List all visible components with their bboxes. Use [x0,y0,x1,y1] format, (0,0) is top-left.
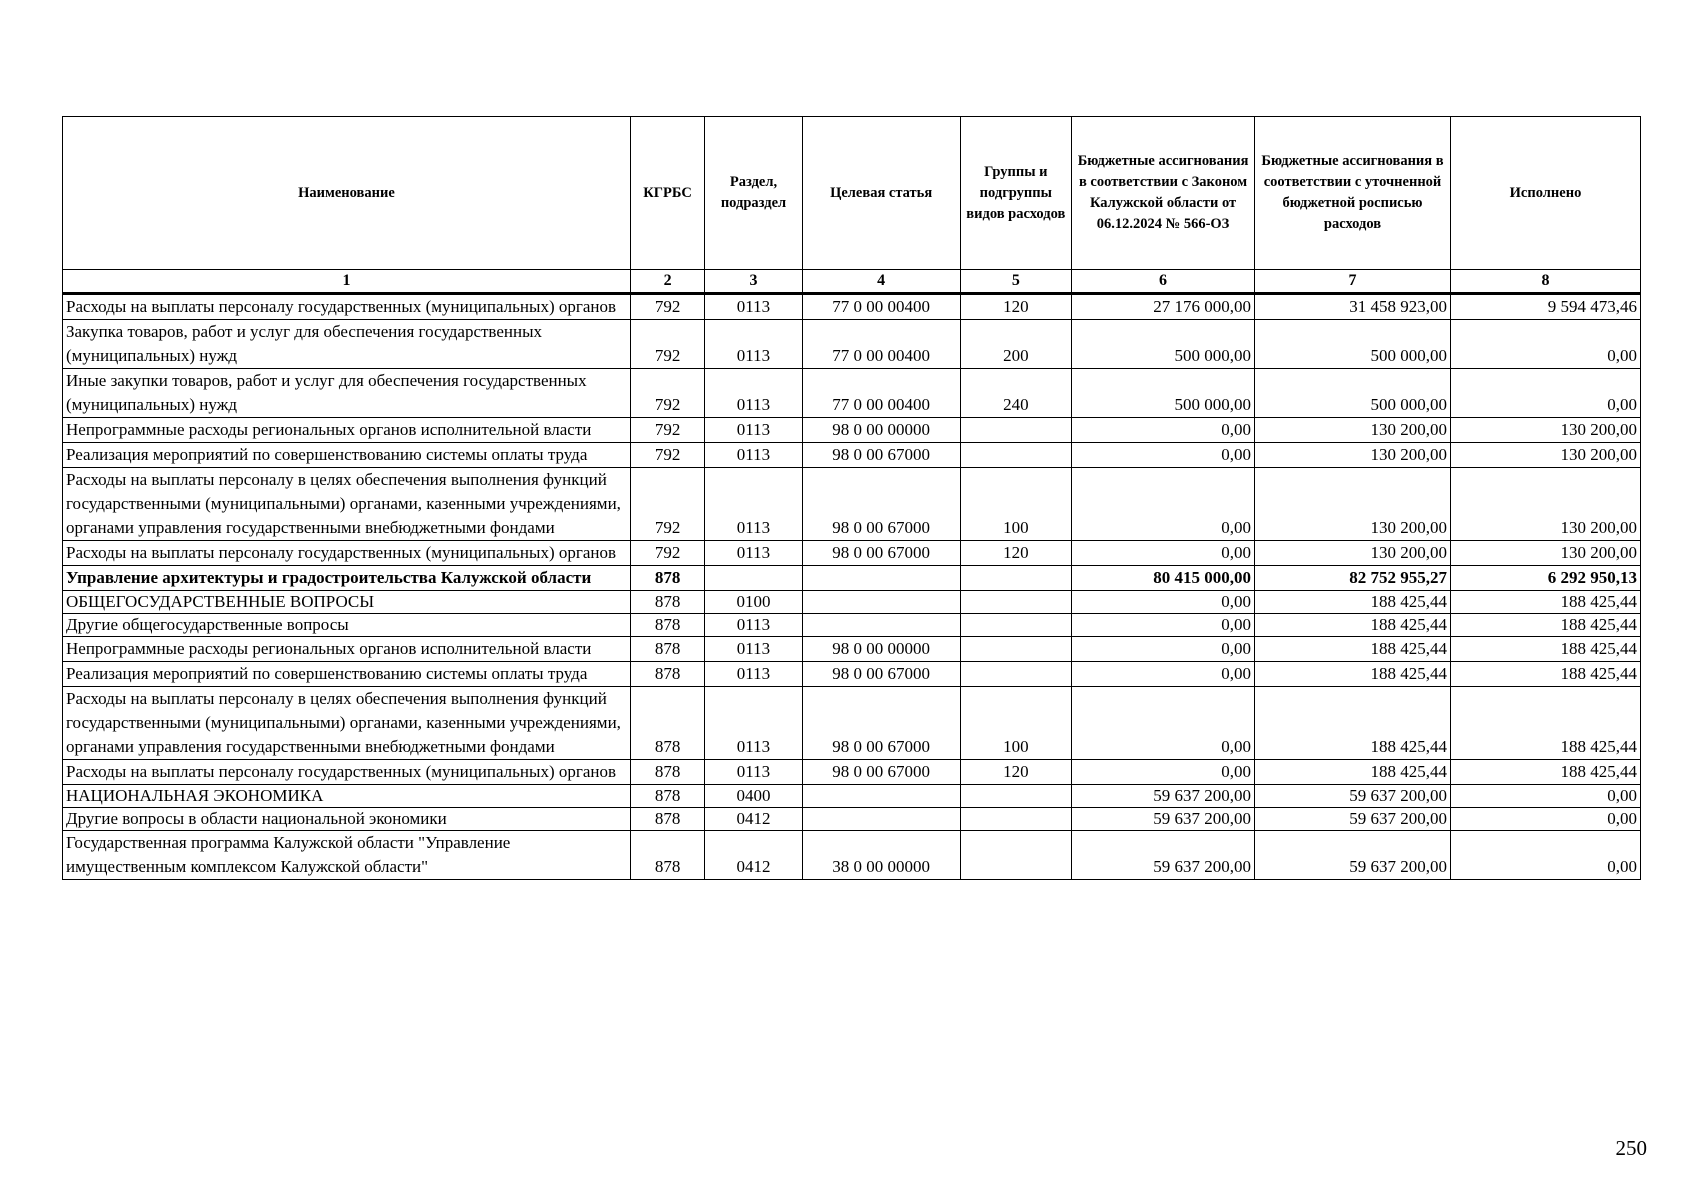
header-executed: Исполнено [1451,117,1641,270]
cell-razdel: 0113 [705,320,802,369]
cell-name: Реализация мероприятий по совершенствованию системы оплаты труда [63,443,631,468]
cell-executed: 0,00 [1451,785,1641,808]
table-row [63,760,1641,785]
cell-group [960,566,1072,591]
cell-law: 0,00 [1072,541,1255,566]
table-row [63,614,1641,637]
cell-refined: 130 200,00 [1255,418,1451,443]
cell-name: Непрограммные расходы региональных органов исполнительной власти [63,418,631,443]
cell-razdel: 0100 [705,591,802,614]
cell-executed: 188 425,44 [1451,614,1641,637]
cell-target: 98 0 00 67000 [802,662,960,687]
cell-refined: 188 425,44 [1255,614,1451,637]
cell-executed: 0,00 [1451,831,1641,880]
cell-name: Непрограммные расходы региональных органов исполнительной власти [63,637,631,662]
table-row [63,662,1641,687]
cell-target: 77 0 00 00400 [802,369,960,418]
cell-kgrbs: 878 [630,637,704,662]
cell-executed: 130 200,00 [1451,418,1641,443]
cell-razdel: 0113 [705,443,802,468]
cell-name: Другие общегосударственные вопросы [63,614,631,637]
cell-executed: 188 425,44 [1451,760,1641,785]
cell-law: 0,00 [1072,418,1255,443]
cell-razdel: 0113 [705,468,802,541]
table-row [63,831,1641,880]
table-row [63,468,1641,541]
cell-refined: 500 000,00 [1255,369,1451,418]
cell-kgrbs: 792 [630,468,704,541]
cell-law: 0,00 [1072,591,1255,614]
cell-razdel: 0113 [705,369,802,418]
cell-refined: 59 637 200,00 [1255,785,1451,808]
cell-target: 98 0 00 67000 [802,687,960,760]
cell-group [960,808,1072,831]
table-row-section-total [63,566,1641,591]
cell-group: 120 [960,294,1072,320]
cell-law: 59 637 200,00 [1072,831,1255,880]
cell-kgrbs: 792 [630,443,704,468]
header-groups: Группы и подгруппы видов расходов [960,117,1072,270]
cell-refined: 59 637 200,00 [1255,808,1451,831]
cell-razdel [705,566,802,591]
cell-group [960,591,1072,614]
table-row [63,418,1641,443]
cell-executed: 130 200,00 [1451,468,1641,541]
cell-refined: 500 000,00 [1255,320,1451,369]
cell-executed: 130 200,00 [1451,541,1641,566]
header-name: Наименование [63,117,631,270]
cell-law: 500 000,00 [1072,369,1255,418]
cell-executed: 0,00 [1451,320,1641,369]
cell-refined: 188 425,44 [1255,760,1451,785]
cell-razdel: 0113 [705,294,802,320]
cell-target: 98 0 00 67000 [802,541,960,566]
cell-target [802,614,960,637]
column-number: 8 [1451,270,1641,294]
cell-refined: 31 458 923,00 [1255,294,1451,320]
cell-name: Расходы на выплаты персоналу в целях обеспечения выполнения функций государственными (муниципальными) органами, казенными учреждениями, органами управления государственными внебюджетными фондами [63,687,631,760]
cell-law: 0,00 [1072,687,1255,760]
cell-group: 100 [960,468,1072,541]
cell-refined: 59 637 200,00 [1255,831,1451,880]
cell-razdel: 0113 [705,614,802,637]
page-number: 250 [1615,1136,1647,1160]
cell-refined: 130 200,00 [1255,443,1451,468]
cell-law: 80 415 000,00 [1072,566,1255,591]
cell-name: НАЦИОНАЛЬНАЯ ЭКОНОМИКА [63,785,631,808]
cell-name: Расходы на выплаты персоналу государственных (муниципальных) органов [63,541,631,566]
cell-target: 98 0 00 67000 [802,468,960,541]
cell-group [960,443,1072,468]
cell-razdel: 0113 [705,418,802,443]
cell-target [802,785,960,808]
cell-group: 200 [960,320,1072,369]
header-law: Бюджетные ассигнования в соответствии с Законом Калужской области от 06.12.2024 № 566-ОЗ [1072,117,1255,270]
cell-group: 120 [960,760,1072,785]
cell-executed: 188 425,44 [1451,662,1641,687]
cell-target: 98 0 00 00000 [802,418,960,443]
cell-kgrbs: 878 [630,831,704,880]
cell-refined: 188 425,44 [1255,637,1451,662]
cell-name: Расходы на выплаты персоналу в целях обеспечения выполнения функций государственными (муниципальными) органами, казенными учреждениями, органами управления государственными внебюджетными фондами [63,468,631,541]
header-refined: Бюджетные ассигнования в соответствии с уточненной бюджетной росписью расходов [1255,117,1451,270]
column-number: 2 [630,270,704,294]
cell-executed: 188 425,44 [1451,687,1641,760]
cell-razdel: 0412 [705,808,802,831]
cell-group [960,785,1072,808]
cell-group [960,637,1072,662]
cell-law: 500 000,00 [1072,320,1255,369]
cell-razdel: 0113 [705,662,802,687]
cell-kgrbs: 878 [630,591,704,614]
budget-sheet [62,116,1641,880]
cell-refined: 188 425,44 [1255,687,1451,760]
cell-target: 77 0 00 00400 [802,294,960,320]
cell-law: 27 176 000,00 [1072,294,1255,320]
cell-executed: 188 425,44 [1451,637,1641,662]
cell-group: 120 [960,541,1072,566]
column-number: 1 [63,270,631,294]
cell-name: Другие вопросы в области национальной экономики [63,808,631,831]
cell-law: 0,00 [1072,614,1255,637]
cell-name: Расходы на выплаты персоналу государственных (муниципальных) органов [63,294,631,320]
cell-group: 100 [960,687,1072,760]
table-row [63,591,1641,614]
table-row [63,443,1641,468]
table-row [63,294,1641,320]
table-row [63,637,1641,662]
cell-target: 98 0 00 67000 [802,760,960,785]
table-row [63,808,1641,831]
table-row [63,541,1641,566]
cell-name: Расходы на выплаты персоналу государственных (муниципальных) органов [63,760,631,785]
cell-refined: 188 425,44 [1255,591,1451,614]
cell-law: 59 637 200,00 [1072,808,1255,831]
cell-razdel: 0113 [705,760,802,785]
cell-group: 240 [960,369,1072,418]
cell-name: ОБЩЕГОСУДАРСТВЕННЫЕ ВОПРОСЫ [63,591,631,614]
cell-kgrbs: 792 [630,294,704,320]
column-number: 6 [1072,270,1255,294]
table-row [63,369,1641,418]
cell-target: 98 0 00 00000 [802,637,960,662]
cell-refined: 130 200,00 [1255,541,1451,566]
cell-target: 38 0 00 00000 [802,831,960,880]
cell-executed: 130 200,00 [1451,443,1641,468]
cell-refined: 82 752 955,27 [1255,566,1451,591]
cell-refined: 130 200,00 [1255,468,1451,541]
cell-kgrbs: 878 [630,785,704,808]
table-row [63,320,1641,369]
cell-name: Государственная программа Калужской области "Управление имущественным комплексом Калужской области" [63,831,631,880]
header-kgrbs: КГРБС [630,117,704,270]
cell-group [960,662,1072,687]
cell-executed: 6 292 950,13 [1451,566,1641,591]
cell-target: 77 0 00 00400 [802,320,960,369]
cell-razdel: 0113 [705,637,802,662]
cell-razdel: 0113 [705,541,802,566]
cell-razdel: 0400 [705,785,802,808]
cell-executed: 0,00 [1451,369,1641,418]
column-number: 4 [802,270,960,294]
cell-name: Управление архитектуры и градостроительства Калужской области [63,566,631,591]
cell-name: Закупка товаров, работ и услуг для обеспечения государственных (муниципальных) нужд [63,320,631,369]
column-number: 3 [705,270,802,294]
cell-kgrbs: 878 [630,808,704,831]
cell-name: Реализация мероприятий по совершенствованию системы оплаты труда [63,662,631,687]
cell-kgrbs: 792 [630,541,704,566]
cell-group [960,614,1072,637]
cell-law: 59 637 200,00 [1072,785,1255,808]
cell-kgrbs: 792 [630,320,704,369]
cell-executed: 0,00 [1451,808,1641,831]
column-number-row [63,270,1641,294]
table-row [63,687,1641,760]
cell-target [802,808,960,831]
cell-law: 0,00 [1072,443,1255,468]
cell-kgrbs: 878 [630,760,704,785]
cell-razdel: 0113 [705,687,802,760]
column-number: 5 [960,270,1072,294]
cell-kgrbs: 878 [630,566,704,591]
cell-executed: 9 594 473,46 [1451,294,1641,320]
cell-name: Иные закупки товаров, работ и услуг для обеспечения государственных (муниципальных) нужд [63,369,631,418]
cell-executed: 188 425,44 [1451,591,1641,614]
cell-kgrbs: 878 [630,662,704,687]
cell-group [960,418,1072,443]
header-target: Целевая статья [802,117,960,270]
cell-kgrbs: 878 [630,614,704,637]
cell-target [802,591,960,614]
budget-table [62,116,1641,880]
cell-law: 0,00 [1072,468,1255,541]
column-number: 7 [1255,270,1451,294]
cell-razdel: 0412 [705,831,802,880]
header-razdel: Раздел, подраздел [705,117,802,270]
cell-law: 0,00 [1072,637,1255,662]
cell-kgrbs: 792 [630,418,704,443]
cell-law: 0,00 [1072,662,1255,687]
cell-kgrbs: 878 [630,687,704,760]
cell-target [802,566,960,591]
cell-target: 98 0 00 67000 [802,443,960,468]
header-row [63,117,1641,270]
cell-law: 0,00 [1072,760,1255,785]
cell-kgrbs: 792 [630,369,704,418]
cell-group [960,831,1072,880]
table-row [63,785,1641,808]
cell-refined: 188 425,44 [1255,662,1451,687]
